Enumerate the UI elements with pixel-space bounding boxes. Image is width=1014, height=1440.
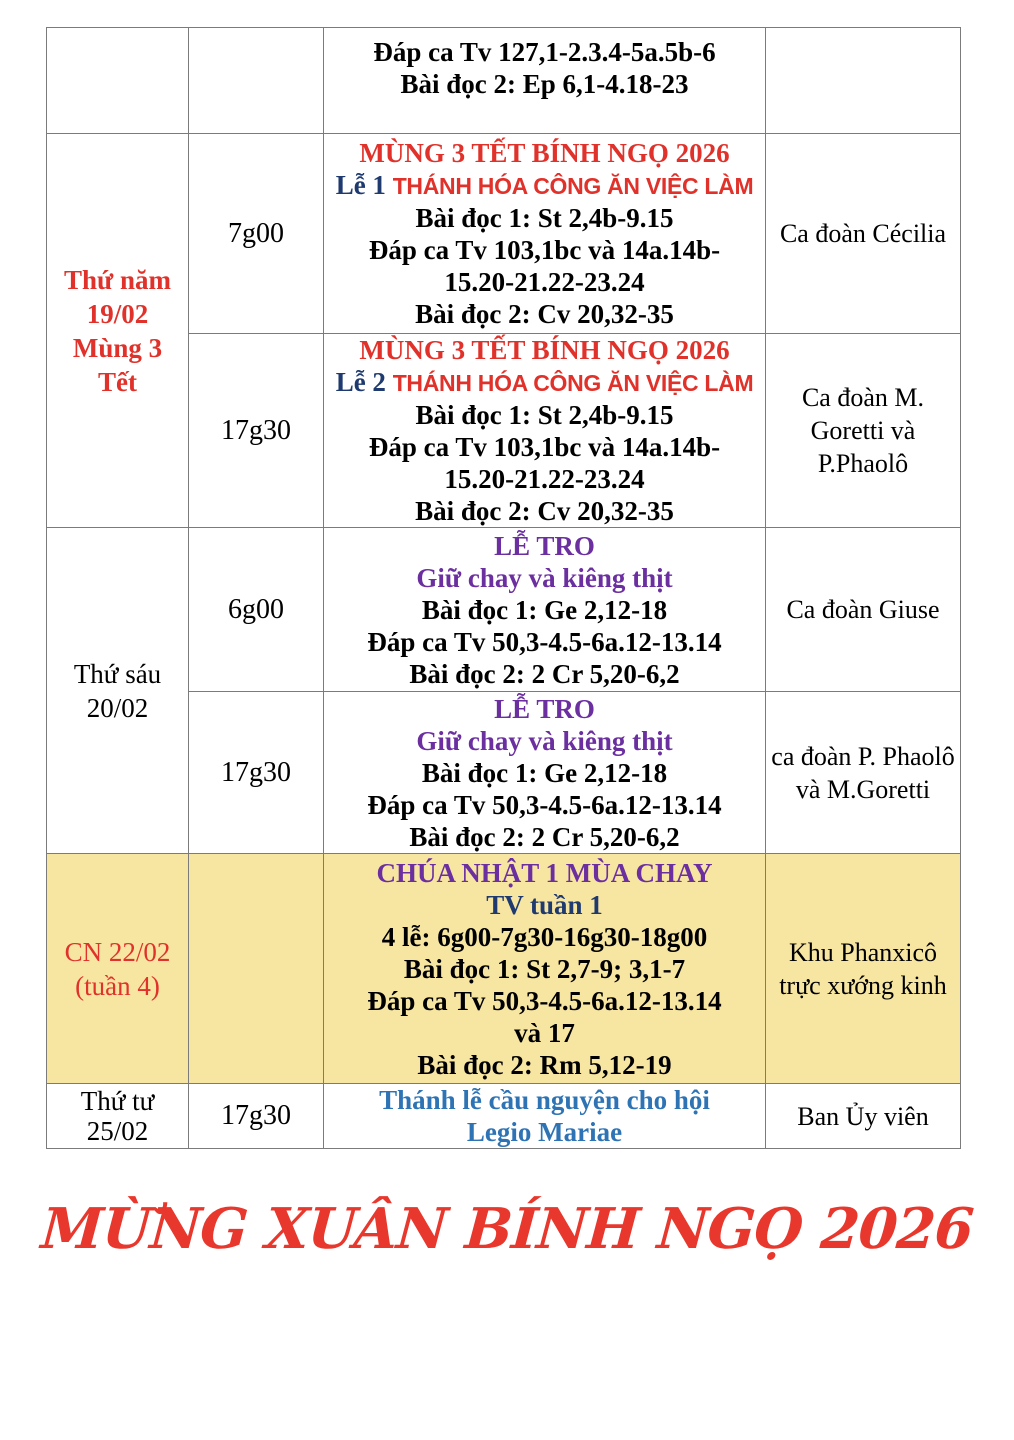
reading-line: Đáp ca Tv 103,1bc và 14a.14b-	[368, 432, 721, 462]
mass-intention-line: Thánh lễ cầu nguyện cho hội	[379, 1085, 710, 1115]
feast-subtitle-line: Giữ chay và kiêng thịt	[416, 562, 673, 593]
feast-title-line: LỄ TRO	[494, 693, 595, 724]
schedule-table	[46, 27, 961, 1149]
reading-line: Bài đọc 2: Cv 20,32-35	[415, 496, 674, 526]
time-cell: 6g00	[189, 528, 324, 692]
reading-line: Đáp ca Tv 50,3-4.5-6a.12-13.14	[367, 626, 722, 657]
date-cell	[47, 28, 189, 134]
choir-cell: Khu Phanxicô trực xướng kinh	[766, 854, 961, 1084]
time-cell: 17g30	[189, 1084, 324, 1149]
reading-line: Bài đọc 2: 2 Cr 5,20-6,2	[409, 821, 680, 852]
feast-name-label: THÁNH HÓA CÔNG ĂN VIỆC LÀM	[392, 370, 754, 396]
choir-cell: Ca đoàn M. Goretti và P.Phaolô	[766, 334, 961, 528]
table-row-sunday	[47, 854, 961, 1084]
content-cell	[324, 1084, 766, 1149]
reading-line: Bài đọc 1: St 2,4b-9.15	[415, 203, 674, 233]
table-row	[47, 1084, 961, 1149]
time-cell: 17g30	[189, 692, 324, 854]
reading-line: Đáp ca Tv 50,3-4.5-6a.12-13.14	[367, 985, 722, 1016]
choir-cell	[766, 28, 961, 134]
choir-cell: Ca đoàn Giuse	[766, 528, 961, 692]
reading-line: và 17	[514, 1017, 575, 1048]
content-cell	[324, 334, 766, 528]
reading-line: Đáp ca Tv 127,1-2.3.4-5a.5b-6	[373, 37, 716, 67]
time-cell	[189, 854, 324, 1084]
time-cell	[189, 28, 324, 134]
time-cell: 7g00	[189, 134, 324, 334]
footer-title: MỪNG XUÂN BÍNH NGỌ 2026	[39, 1196, 975, 1262]
time-cell: 17g30	[189, 334, 324, 528]
reading-line: Bài đọc 2: Rm 5,12-19	[417, 1049, 672, 1080]
choir-cell: Ca đoàn Cécilia	[766, 134, 961, 334]
reading-line: 15.20-21.22-23.24	[444, 464, 645, 494]
reading-line: Bài đọc 2: Cv 20,32-35	[415, 299, 674, 329]
mass-intention-line: Legio Mariae	[466, 1117, 623, 1147]
feast-title-line: LỄ TRO	[494, 530, 595, 561]
feast-subtitle-line: TV tuần 1	[486, 889, 603, 920]
feast-subtitle-line	[328, 366, 761, 399]
mass-times-line: 4 lễ: 6g00-7g30-16g30-18g00	[381, 921, 708, 952]
mass-number-label: Lễ 2	[335, 367, 393, 397]
date-cell: Thứ sáu 20/02	[47, 528, 189, 854]
reading-line: Đáp ca Tv 103,1bc và 14a.14b-	[368, 235, 721, 265]
reading-line: Bài đọc 2: Ep 6,1-4.18-23	[400, 69, 689, 99]
choir-cell: Ban Ủy viên	[766, 1084, 961, 1149]
reading-line: Bài đọc 2: 2 Cr 5,20-6,2	[409, 658, 680, 689]
reading-line: Bài đọc 1: St 2,4b-9.15	[415, 400, 674, 430]
feast-subtitle-line: Giữ chay và kiêng thịt	[416, 725, 673, 756]
feast-title-line: MÙNG 3 TẾT BÍNH NGỌ 2026	[359, 138, 730, 168]
reading-line: Bài đọc 1: St 2,7-9; 3,1-7	[403, 953, 686, 984]
reading-line: Đáp ca Tv 50,3-4.5-6a.12-13.14	[367, 789, 722, 820]
content-cell	[324, 28, 766, 134]
table-row	[47, 134, 961, 334]
date-cell: Thứ tư 25/02	[47, 1084, 189, 1149]
content-cell	[324, 528, 766, 692]
mass-number-label: Lễ 1	[335, 170, 393, 200]
table-row	[47, 528, 961, 692]
feast-name-label: THÁNH HÓA CÔNG ĂN VIỆC LÀM	[392, 173, 754, 199]
reading-line: 15.20-21.22-23.24	[444, 267, 645, 297]
content-cell	[324, 854, 766, 1084]
date-cell: Thứ năm 19/02 Mùng 3 Tết	[47, 134, 189, 528]
content-cell	[324, 692, 766, 854]
date-cell: CN 22/02 (tuần 4)	[47, 854, 189, 1084]
feast-title-line: MÙNG 3 TẾT BÍNH NGỌ 2026	[359, 335, 730, 365]
feast-title-line: CHÚA NHẬT 1 MÙA CHAY	[376, 857, 713, 888]
reading-line: Bài đọc 1: Ge 2,12-18	[421, 757, 668, 788]
content-cell	[324, 134, 766, 334]
feast-subtitle-line	[328, 169, 761, 202]
choir-cell: ca đoàn P. Phaolô và M.Goretti	[766, 692, 961, 854]
table-row	[47, 28, 961, 134]
reading-line: Bài đọc 1: Ge 2,12-18	[421, 594, 668, 625]
